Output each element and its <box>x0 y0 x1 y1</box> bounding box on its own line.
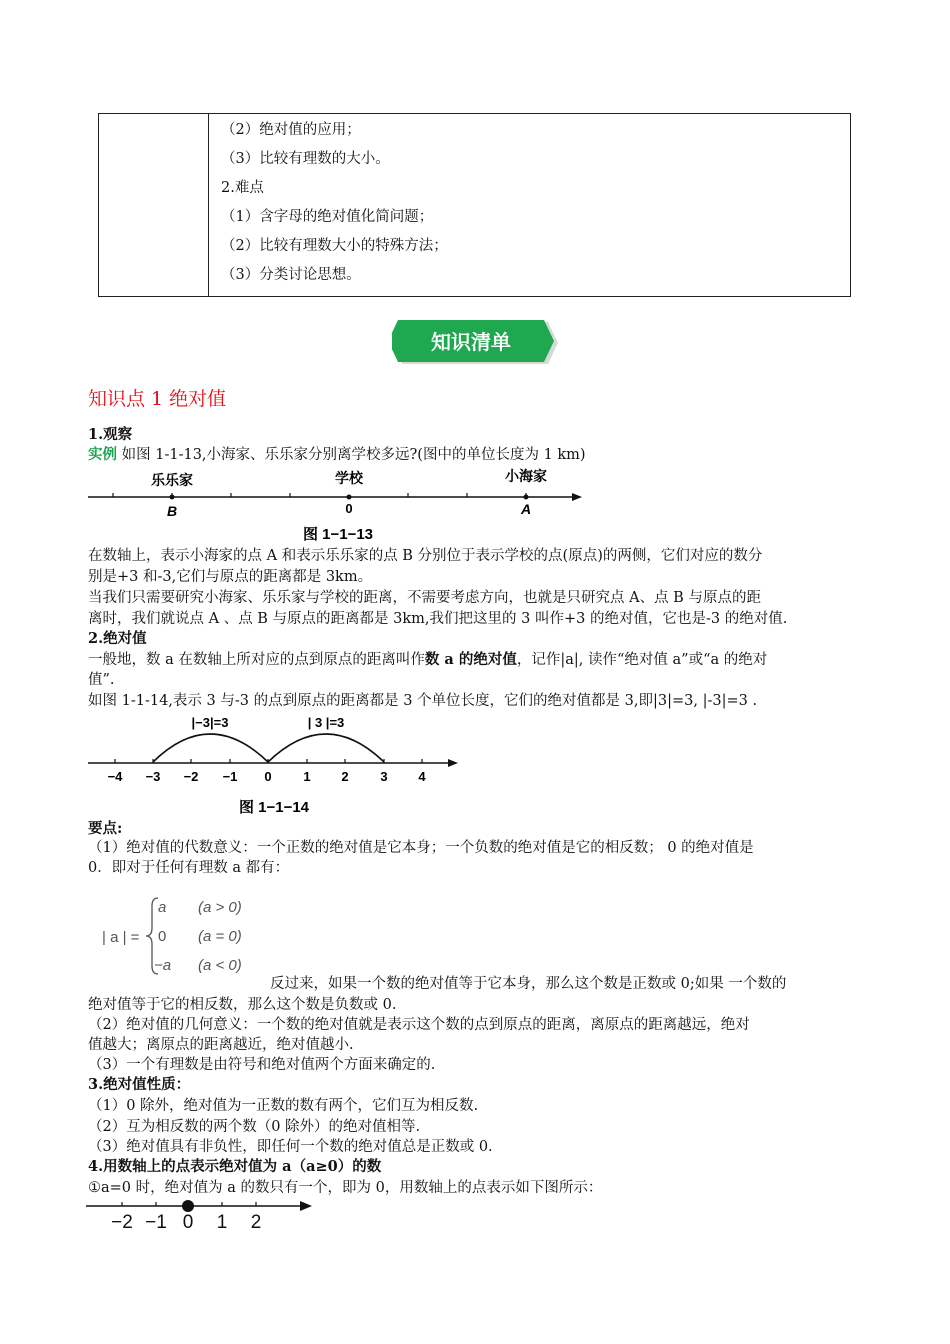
table-line: （1）含字母的绝对值化简问题； <box>221 209 434 225</box>
fig14-tick: 0 <box>264 769 272 784</box>
knowledge-list-banner <box>392 318 558 368</box>
fig14-tick: 4 <box>418 769 426 784</box>
table-line: （2）绝对值的应用； <box>221 122 361 138</box>
keypoints-p2b: 值越大；离原点的距离越近，绝对值越小. <box>88 1037 354 1053</box>
keypoints-p3: （3）一个有理数是由符号和绝对值两个方面来确定的. <box>88 1057 436 1073</box>
numline-tick: −1 <box>145 1212 167 1232</box>
abs-value-formula <box>100 890 270 982</box>
fig14-tick: −1 <box>222 769 238 784</box>
fig14-tick: −4 <box>107 769 123 784</box>
absdef-heading: 2.绝对值 <box>88 630 147 647</box>
formula-case-cond: (a = 0) <box>198 928 242 945</box>
table-line: （3）比较有理数的大小。 <box>221 151 390 167</box>
zero-number-line <box>86 1196 316 1232</box>
fig13-caption: 图 1−1−13 <box>302 526 374 543</box>
absdef-p1-post: ，记作|a|, 读作“绝对值 a”或“a 的绝对 <box>516 652 768 668</box>
absdef-p1-bold: 数 a 的绝对值 <box>424 651 517 668</box>
properties-item: （1）0 除外，绝对值为一正数的数有两个，它们互为相反数. <box>88 1098 479 1114</box>
observe-p1b: 别是+3 和-3,它们与原点的距离都是 3km。 <box>88 569 373 585</box>
fig14-tick: −3 <box>145 769 161 784</box>
fig14-tick: 1 <box>303 769 311 784</box>
observe-p2a: 当我们只需要研究小海家、乐乐家与学校的距离，不需要考虑方向，也就是只研究点 A、点 B 与原点的距 <box>88 590 761 606</box>
fig14-left-arc-label: |−3|=3 <box>191 715 229 730</box>
fig13-mid-label: 学校 <box>335 470 363 486</box>
example-line <box>88 445 862 465</box>
figure-1-1-14 <box>86 710 466 820</box>
formula-case-expr: −a <box>154 957 172 974</box>
keypoints-p2a: （2）绝对值的几何意义：一个数的绝对值就是表示这个数的点到原点的距离，离原点的距离越远，绝对 <box>88 1017 750 1033</box>
formula-lhs: | a | = <box>102 929 140 946</box>
keypoints-heading: 要点: <box>88 820 123 837</box>
properties-item: （3）绝对值具有非负性，即任何一个数的绝对值总是正数或 0. <box>88 1139 493 1155</box>
absdef-p1 <box>88 650 862 670</box>
objectives-table <box>98 113 851 297</box>
table-line: （2）比较有理数大小的特殊方法； <box>221 238 448 254</box>
table-line: 2.难点 <box>221 180 264 196</box>
fig14-tick: 2 <box>341 769 349 784</box>
formula-case-cond: (a < 0) <box>198 957 242 974</box>
observe-p1a: 在数轴上，表示小海家的点 A 和表示乐乐家的点 B 分别位于表示学校的点(原点)的两侧，它们对应的数分 <box>88 548 763 564</box>
observe-heading: 1.观察 <box>88 426 133 443</box>
fig14-caption: 图 1−1−14 <box>238 799 310 816</box>
fig14-tick: −2 <box>183 769 199 784</box>
formula-case-cond: (a > 0) <box>198 899 242 916</box>
keypoints-p1c: 反过来，如果一个数的绝对值等于它本身，那么这个数是正数或 0;如果 一个数的 <box>270 976 787 992</box>
observe-p2b: 离时，我们就说点 A 、点 B 与原点的距离都是 3km,我们把这里的 3 叫作+3 的绝对值，它也是-3 的绝对值. <box>88 611 788 627</box>
fig14-tick: 3 <box>380 769 388 784</box>
fig13-left-label: 乐乐家 <box>151 472 193 488</box>
figure-1-1-13 <box>86 465 586 545</box>
fig13-right-label: 小海家 <box>505 468 547 484</box>
banner-label: 知识清单 <box>431 332 511 354</box>
example-tag: 实例 <box>88 446 117 463</box>
keypoints-p1d: 绝对值等于它的相反数，那么这个数是负数或 0. <box>88 997 397 1013</box>
keypoints-p1a: （1）绝对值的代数意义：一个正数的绝对值是它本身；一个负数的绝对值是它的相反数； 0 的绝对值是 <box>88 840 754 856</box>
numline-tick: 0 <box>182 1212 194 1232</box>
properties-item: （2）互为相反数的两个数（0 除外）的绝对值相等. <box>88 1119 421 1135</box>
table-line: （3）分类讨论思想。 <box>221 267 361 283</box>
numline-heading: 4.用数轴上的点表示绝对值为 a（a≥0）的数 <box>88 1158 382 1175</box>
keypoints-p1b: 0．即对于任何有理数 a 都有： <box>88 860 290 876</box>
formula-case-expr: a <box>158 899 167 916</box>
table-label-cell <box>99 114 209 297</box>
numline-tick: 1 <box>216 1212 228 1232</box>
fig13-point-a: A <box>520 501 532 517</box>
formula-case-expr: 0 <box>158 928 167 945</box>
absdef-p2: 如图 1-1-14,表示 3 与-3 的点到原点的距离都是 3 个单位长度，它们的绝对值都是 3,即|3|=3, |-3|=3 . <box>88 693 758 709</box>
fig13-zero: 0 <box>345 501 353 516</box>
fig14-right-arc-label: | 3 |=3 <box>307 715 345 730</box>
example-text: 如图 1-1-13,小海家、乐乐家分别离学校多远?(图中的单位长度为 1 km) <box>117 447 586 463</box>
properties-heading: 3.绝对值性质： <box>88 1076 191 1093</box>
section-title: 知识点 1 绝对值 <box>88 388 227 410</box>
numline-p1: ①a=0 时，绝对值为 a 的数只有一个，即为 0，用数轴上的点表示如下图所示： <box>88 1180 603 1196</box>
absdef-p1-pre: 一般地，数 a 在数轴上所对应的点到原点的距离叫作 <box>88 652 425 668</box>
absdef-p1b: 值”. <box>88 672 115 688</box>
table-content-cell <box>209 114 851 297</box>
fig13-point-b: B <box>166 503 178 519</box>
numline-tick: −2 <box>111 1212 133 1232</box>
numline-tick: 2 <box>250 1212 262 1232</box>
